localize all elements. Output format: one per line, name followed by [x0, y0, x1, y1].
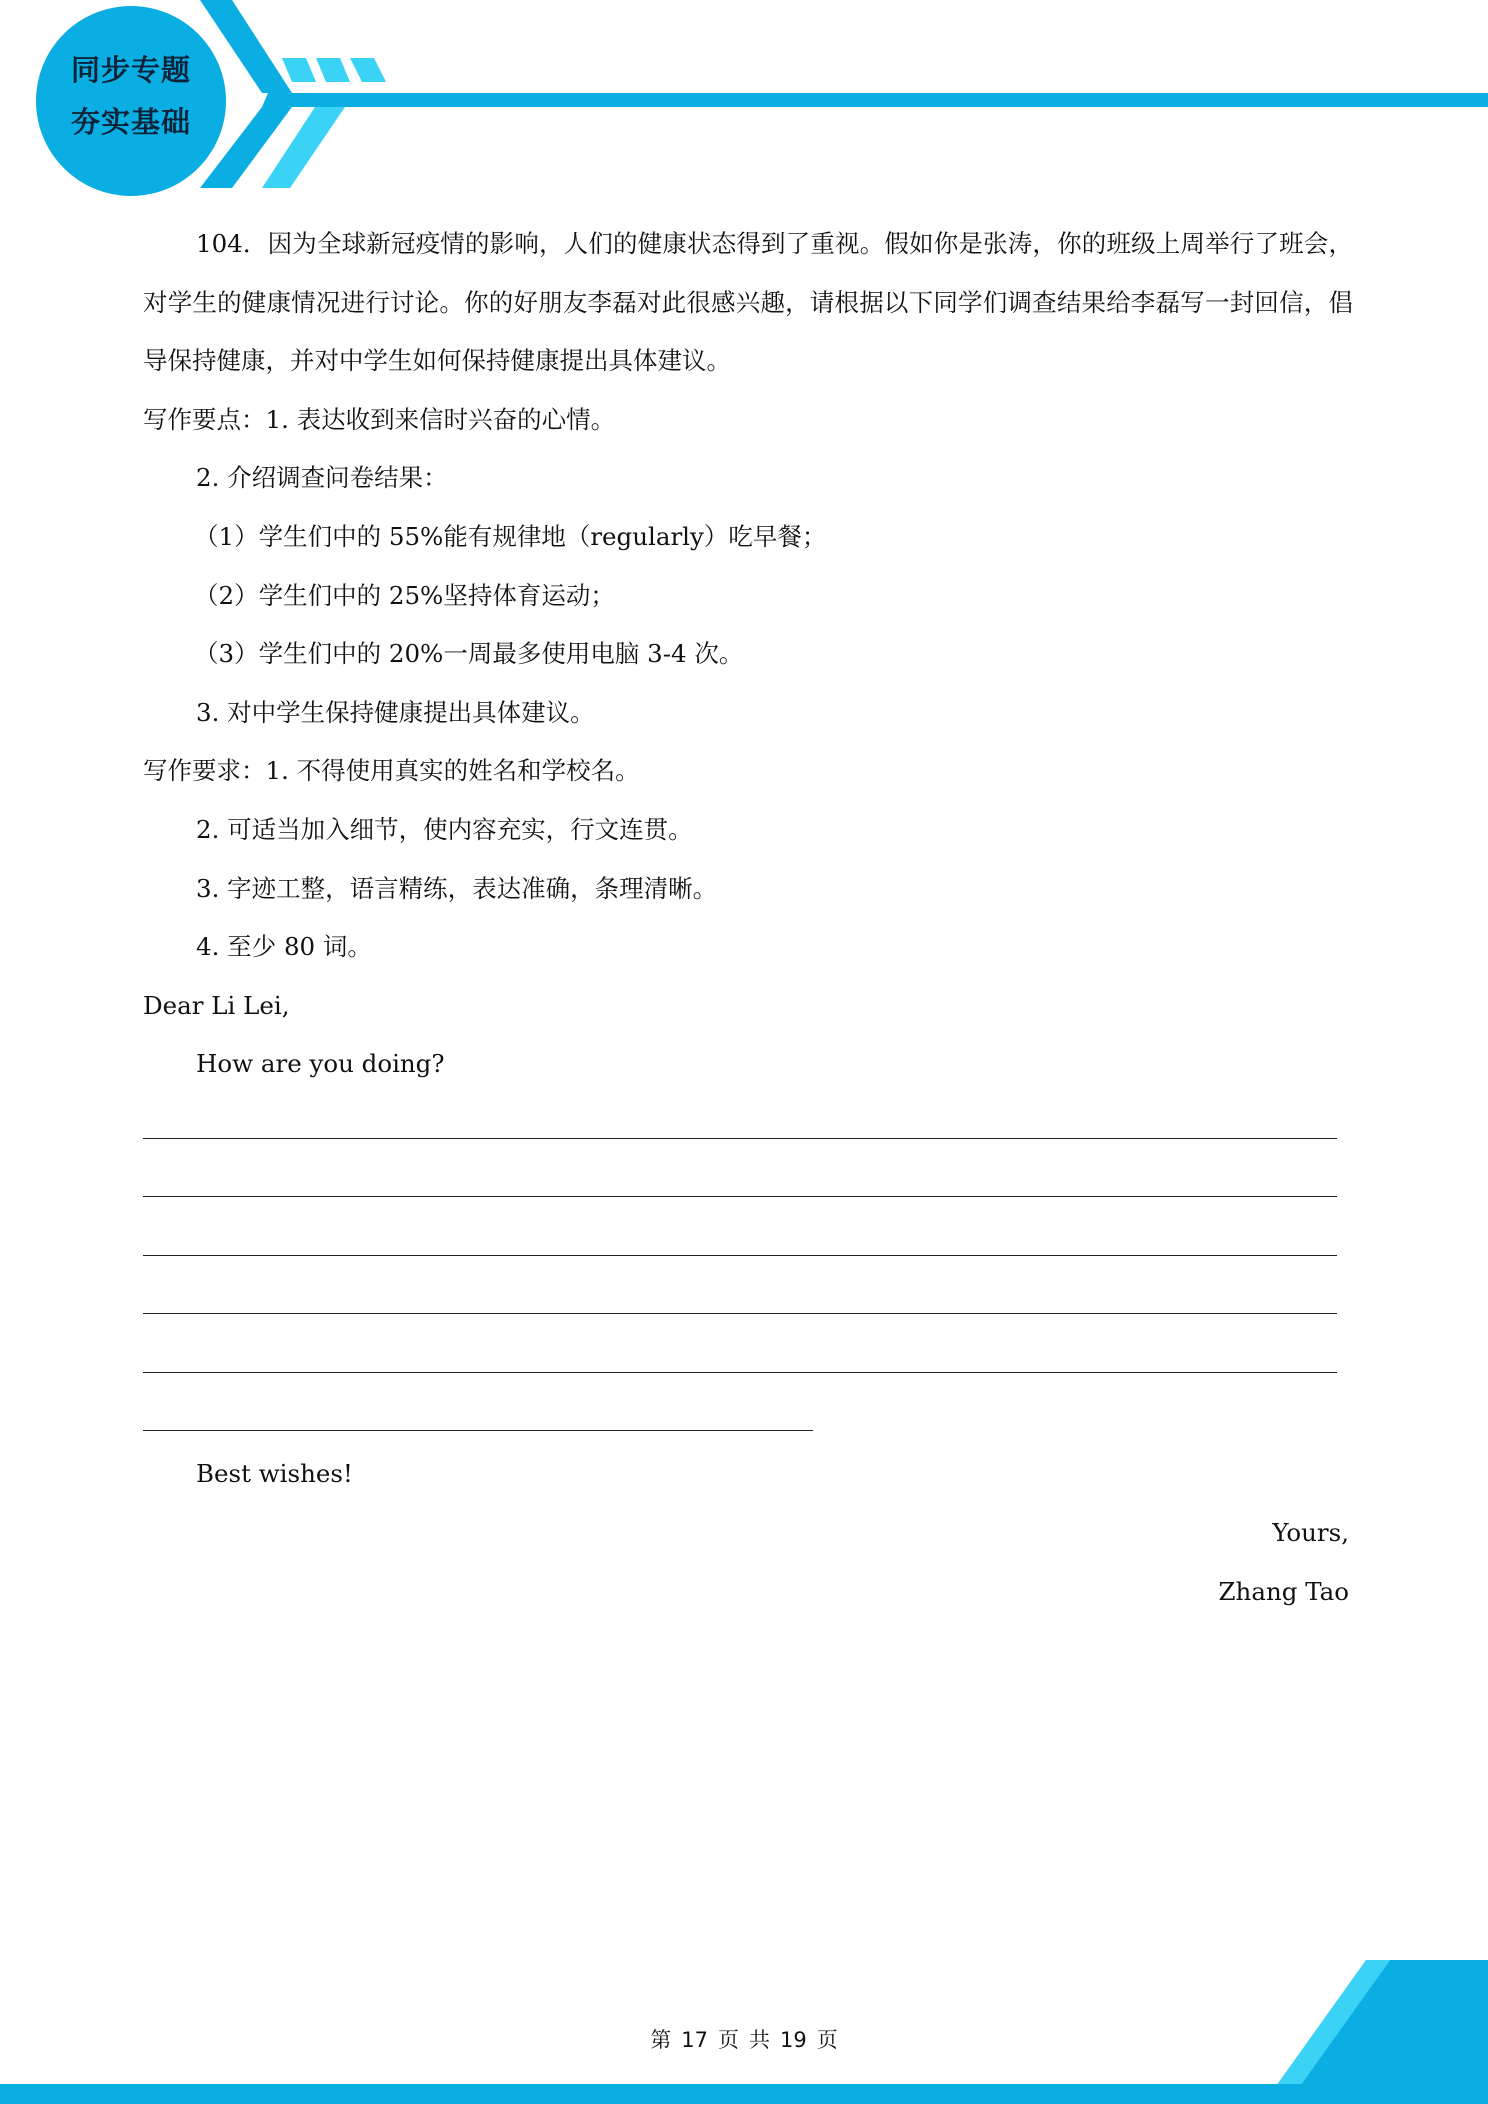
answer-line[interactable]: [143, 1387, 1353, 1446]
prompt-line-3: 一封回信，倡导保持健康，并对中学生如何保持健康提出具体建议。: [143, 287, 1354, 376]
survey-result-2: （2）学生们中的 25%坚持体育运动；: [194, 580, 615, 610]
page-total: 19: [780, 2028, 807, 2052]
page-current: 17: [681, 2028, 708, 2052]
prompt-line-1: 104．因为全球新冠疫情的影响，人们的健康状态得到了重视。假如你是张涛，你的班级上周举行了: [196, 229, 1280, 258]
letter-closing: Best wishes!: [196, 1459, 353, 1489]
page-suffix: 页: [816, 2028, 838, 2052]
survey-result-3: （3）学生们中的 20%一周最多使用电脑 3-4 次。: [194, 639, 744, 669]
answer-line[interactable]: [143, 1211, 1353, 1270]
question-prompt: [143, 215, 1353, 391]
header-dash-1: [282, 58, 316, 82]
page-prefix: 第: [650, 2028, 672, 2052]
prompt-line-2: 班会，对学生的健康情况进行讨论。你的好朋友李磊对此很感兴趣，请根据以下同学们调查结果给李磊写: [143, 229, 1353, 317]
requirement-4: 4. 至少 80 词。: [196, 932, 372, 962]
header-badge-text: [36, 44, 226, 148]
requirement-3: 3. 字迹工整，语言精练，表达准确，条理清晰。: [196, 873, 718, 903]
answer-area[interactable]: [143, 1094, 1353, 1446]
writing-point-2: 2. 介绍调查问卷结果：: [196, 463, 448, 493]
header-dash-2: [316, 58, 350, 82]
letter-signoff: Yours,: [1272, 1518, 1349, 1548]
letter-salutation: Dear Li Lei,: [143, 990, 290, 1020]
footer-bottom-bar: [0, 2084, 1488, 2104]
answer-line[interactable]: [143, 1270, 1353, 1329]
header-dash-3: [350, 58, 386, 82]
answer-line[interactable]: [143, 1094, 1353, 1153]
badge-line-1: 同步专题: [70, 53, 191, 87]
requirement-2: 2. 可适当加入细节，使内容充实，行文连贯。: [196, 814, 693, 844]
letter-opening: How are you doing?: [196, 1049, 445, 1079]
answer-line[interactable]: [143, 1328, 1353, 1387]
page-number: [0, 2024, 1488, 2054]
writing-points-heading: 写作要点：1. 表达收到来信时兴奋的心情。: [143, 404, 616, 434]
survey-result-1: （1）学生们中的 55%能有规律地（regularly）吃早餐；: [194, 521, 827, 551]
page-word: 页: [718, 2028, 739, 2052]
writing-point-3: 3. 对中学生保持健康提出具体建议。: [196, 697, 595, 727]
letter-signature: Zhang Tao: [1218, 1576, 1349, 1606]
writing-requirements-heading: 写作要求：1. 不得使用真实的姓名和学校名。: [143, 756, 640, 786]
question-body: [143, 215, 1353, 1621]
page-total-word: 共: [749, 2028, 770, 2052]
header-stripe: [262, 93, 1488, 107]
badge-line-2: 夯实基础: [70, 105, 191, 139]
answer-line[interactable]: [143, 1153, 1353, 1212]
